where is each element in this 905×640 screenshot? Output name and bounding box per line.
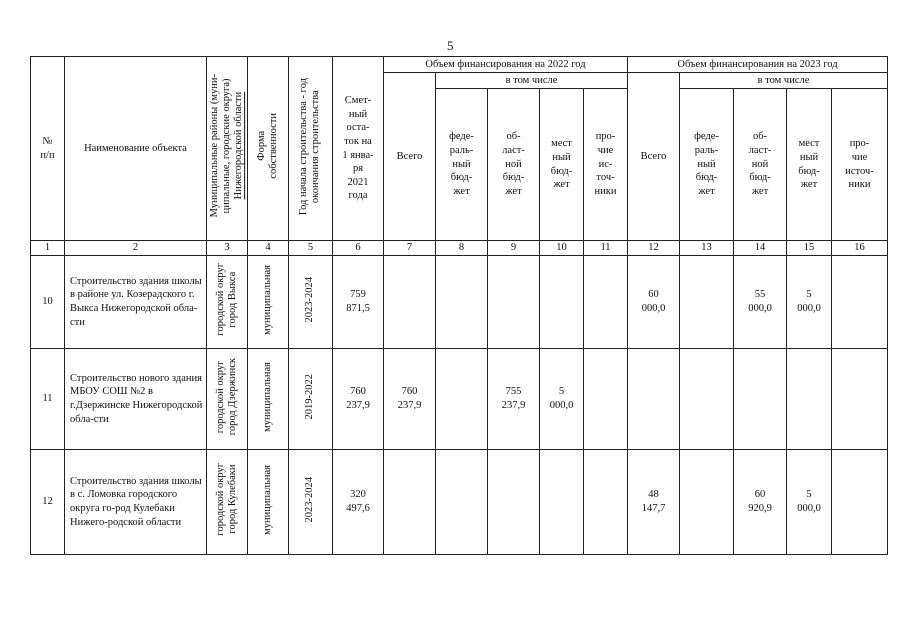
federal-2023 bbox=[680, 256, 734, 349]
column-number-row bbox=[31, 241, 888, 256]
header-ownership: Форма собственности bbox=[248, 57, 289, 241]
regional-2023: 60 920,9 bbox=[734, 450, 787, 555]
federal-2023 bbox=[680, 450, 734, 555]
local-2022 bbox=[540, 256, 584, 349]
local-2022: 5 000,0 bbox=[540, 349, 584, 450]
col-number: 7 bbox=[384, 241, 436, 256]
other-2022 bbox=[584, 450, 628, 555]
header-federal-2022: феде- раль- ный бюд- жет bbox=[436, 89, 488, 241]
header-balance: Смет- ный оста- ток на 1 янва- ря 2021 года bbox=[333, 57, 384, 241]
header-fin-2023: Объем финансирования на 2023 год bbox=[628, 57, 888, 73]
col-number: 5 bbox=[289, 241, 333, 256]
total-2022 bbox=[384, 450, 436, 555]
header-municipality-line2: ципальные, городские округа) bbox=[220, 78, 232, 214]
header-local-2022: мест ный бюд- жет bbox=[540, 89, 584, 241]
header-regional-2022: об- ласт- ной бюд- жет bbox=[488, 89, 540, 241]
regional-2023: 55 000,0 bbox=[734, 256, 787, 349]
header-num: № п/п bbox=[31, 57, 65, 241]
col-number: 11 bbox=[584, 241, 628, 256]
other-2023 bbox=[832, 450, 888, 555]
header-other-2022: про- чие ис- точ- ники bbox=[584, 89, 628, 241]
regional-2022: 755 237,9 bbox=[488, 349, 540, 450]
header-municipality bbox=[207, 57, 248, 241]
total-2022 bbox=[384, 256, 436, 349]
row-num: 12 bbox=[31, 450, 65, 555]
balance: 320 497,6 bbox=[333, 450, 384, 555]
header-other-2023: про- чие источ- ники bbox=[832, 89, 888, 241]
header-local-2023: мест ный бюд- жет bbox=[787, 89, 832, 241]
object-name: Строительство здания школы в районе ул. Козерадского г. Выкса Нижегородской обла-сти bbox=[65, 256, 207, 349]
header-incl-2022: в том числе bbox=[436, 73, 628, 89]
header-municipality-line3: Нижегородской области bbox=[233, 92, 245, 200]
municipality: городской округ город Дзержинск bbox=[207, 349, 248, 450]
col-number: 12 bbox=[628, 241, 680, 256]
table-row bbox=[31, 450, 888, 555]
row-num: 11 bbox=[31, 349, 65, 450]
local-2023: 5 000,0 bbox=[787, 256, 832, 349]
other-2022 bbox=[584, 349, 628, 450]
header-fin-2022: Объем финансирования на 2022 год bbox=[384, 57, 628, 73]
header-regional-2023: об- ласт- ной бюд- жет bbox=[734, 89, 787, 241]
municipality: городской округ город Выкса bbox=[207, 256, 248, 349]
local-2023 bbox=[787, 349, 832, 450]
header-federal-2023: феде- раль- ный бюд- жет bbox=[680, 89, 734, 241]
col-number: 2 bbox=[65, 241, 207, 256]
object-name: Строительство здания школы в с. Ломовка городского округа го-род Кулебаки Нижего-родской области bbox=[65, 450, 207, 555]
federal-2022 bbox=[436, 450, 488, 555]
col-number: 16 bbox=[832, 241, 888, 256]
header-name: Наименование объекта bbox=[65, 57, 207, 241]
ownership: муниципальная bbox=[248, 450, 289, 555]
municipality: городской округ город Кулебаки bbox=[207, 450, 248, 555]
header-incl-2023: в том числе bbox=[680, 73, 888, 89]
local-2022 bbox=[540, 450, 584, 555]
ownership: муниципальная bbox=[248, 349, 289, 450]
col-number: 9 bbox=[488, 241, 540, 256]
col-number: 13 bbox=[680, 241, 734, 256]
years: 2023-2024 bbox=[289, 256, 333, 349]
other-2023 bbox=[832, 256, 888, 349]
total-2023: 60 000,0 bbox=[628, 256, 680, 349]
header-total-2023: Всего bbox=[628, 73, 680, 241]
row-num: 10 bbox=[31, 256, 65, 349]
total-2023: 48 147,7 bbox=[628, 450, 680, 555]
total-2022: 760 237,9 bbox=[384, 349, 436, 450]
federal-2023 bbox=[680, 349, 734, 450]
other-2022 bbox=[584, 256, 628, 349]
table-row bbox=[31, 349, 888, 450]
object-name: Строительство нового здания МБОУ СОШ №2 в г.Дзержинске Нижегородской обла-сти bbox=[65, 349, 207, 450]
header-municipality-line1: Муниципальные районы (муни- bbox=[208, 74, 220, 218]
col-number: 4 bbox=[248, 241, 289, 256]
balance: 760 237,9 bbox=[333, 349, 384, 450]
col-number: 14 bbox=[734, 241, 787, 256]
col-number: 3 bbox=[207, 241, 248, 256]
federal-2022 bbox=[436, 349, 488, 450]
col-number: 8 bbox=[436, 241, 488, 256]
regional-2022 bbox=[488, 450, 540, 555]
table-row bbox=[31, 256, 888, 349]
years: 2023-2024 bbox=[289, 450, 333, 555]
balance: 759 871,5 bbox=[333, 256, 384, 349]
col-number: 15 bbox=[787, 241, 832, 256]
federal-2022 bbox=[436, 256, 488, 349]
header-years: Год начала строительства - год окончания строительства bbox=[289, 57, 333, 241]
header-total-2022: Всего bbox=[384, 73, 436, 241]
financing-table bbox=[30, 56, 888, 555]
col-number: 1 bbox=[31, 241, 65, 256]
total-2023 bbox=[628, 349, 680, 450]
regional-2023 bbox=[734, 349, 787, 450]
other-2023 bbox=[832, 349, 888, 450]
local-2023: 5 000,0 bbox=[787, 450, 832, 555]
ownership: муниципальная bbox=[248, 256, 289, 349]
header-row-1 bbox=[31, 57, 888, 73]
regional-2022 bbox=[488, 256, 540, 349]
years: 2019-2022 bbox=[289, 349, 333, 450]
col-number: 6 bbox=[333, 241, 384, 256]
col-number: 10 bbox=[540, 241, 584, 256]
page-number: 5 bbox=[447, 38, 454, 53]
